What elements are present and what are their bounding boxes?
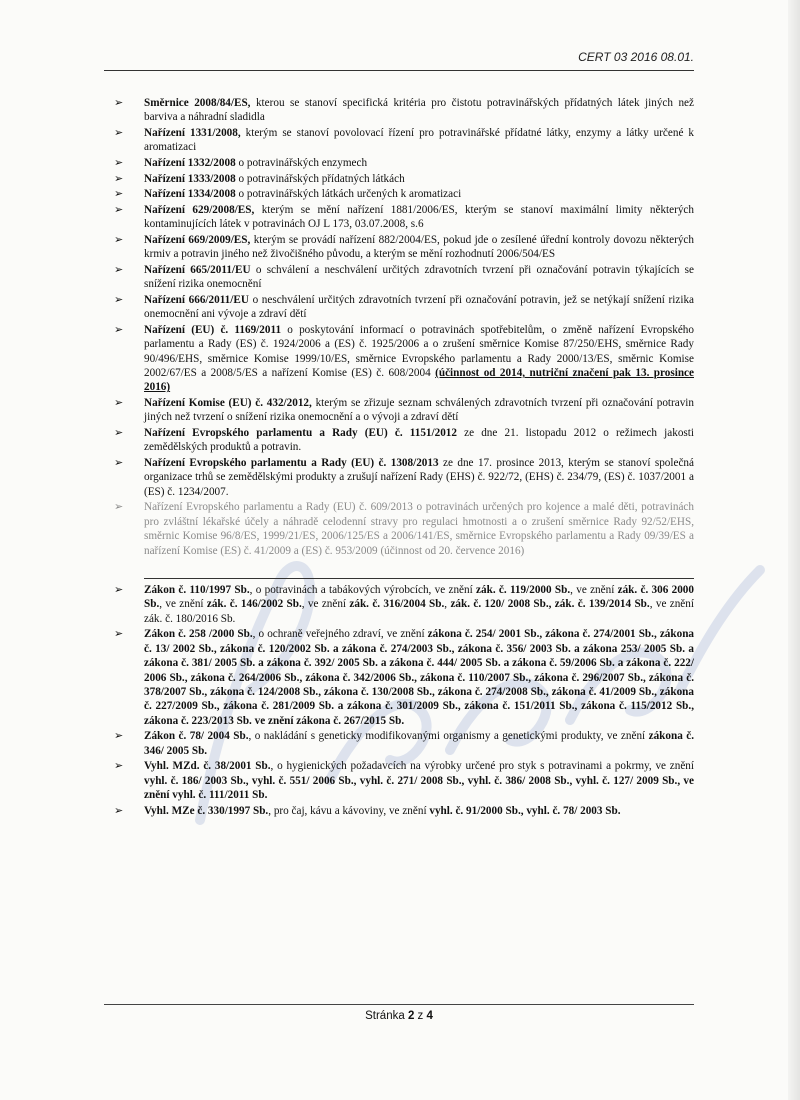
- legislation-item: [114, 396, 694, 425]
- legislation-title: Nařízení Evropského parlamentu a Rady (EU) č. 1151/2012: [144, 427, 457, 439]
- legislation-item: [114, 156, 694, 170]
- bullet-arrow-icon: ➢: [114, 396, 124, 409]
- legislation-text: kterým se mění nařízení 1881/2006/ES, kterým se stanoví maximální limity některých kontaminujících látek v potravinách OJ L 173, 03.07.2008, s.6: [144, 203, 694, 231]
- legislation-item: [114, 126, 694, 155]
- legislation-title: zák. č. 306 2000 Sb.: [144, 584, 694, 611]
- legislation-title: Nařízení (EU) č. 1169/2011: [144, 323, 282, 336]
- legislation-text: ze dne 21. listopadu 2012 o režimech jakosti zemědělských produktů a potravin.: [144, 427, 694, 454]
- bullet-arrow-icon: ➢: [114, 262, 124, 276]
- legislation-title: Nařízení Komise (EU) č. 432/2012,: [144, 397, 312, 409]
- page-total: 4: [426, 1010, 433, 1022]
- bullet-arrow-icon: ➢: [114, 426, 124, 439]
- legislation-item: [114, 187, 694, 201]
- page-label: Stránka: [365, 1010, 408, 1022]
- legislation-title: zákona č. 346/ 2005 Sb.: [144, 730, 694, 757]
- bullet-arrow-icon: ➢: [114, 187, 124, 201]
- legislation-text: , ve znění: [570, 584, 618, 597]
- legislation-item: [114, 627, 694, 728]
- bullet-arrow-icon: ➢: [114, 627, 124, 641]
- legislation-text: kterou se stanoví specifická kritéria pro čistotu potravinářských přídatných látek jiných než barviva a náhradní sladidla: [144, 97, 694, 124]
- footer-divider: [104, 1004, 694, 1005]
- legislation-title: vyhl. č. 186/ 2003 Sb., vyhl. č. 551/ 2006 Sb., vyhl. č. 271/ 2008 Sb., vyhl. č. 386/ 2008 Sb., vyhl. č. 127/ 2009 Sb., ve znění vyhl. č. 111/2011 Sb.: [144, 774, 694, 802]
- legislation-item: [114, 293, 694, 322]
- legislation-text: Nařízení Evropského parlamentu a Rady (EU) č. 609/2013 o potravinách určených pro kojence a malé děti, potravinách pro zvláštní lékařské účely a náhradě celodenní stravy pro regulaci hmotnosti a o zrušení směrnice Rady 92/52/EHS, směrnic Komise 96/8/ES, 1999/21/ES, 2006/125/ES a 2006/141/ES, směrnice Evropského parlamentu a Rady 09/39/ES a nařízení Komise (ES) č. 41/2009 a (ES) č. 953/2009 (účinnost od 20. července 2016): [144, 501, 694, 557]
- legislation-text: , ve znění: [159, 598, 207, 611]
- legislation-item: [114, 233, 694, 262]
- legislation-text: kterým se zřizuje seznam schválených zdravotních tvrzení při označování potravin jiných než tvrzení o snížení rizika onemocnění a o vývoji a zdraví dětí: [144, 397, 695, 424]
- legislation-text: kterým se stanoví povolovací řízení pro potravinářské přídatné látky, enzymy a látky určené k aromatizaci: [144, 127, 694, 154]
- bullet-arrow-icon: ➢: [114, 803, 124, 817]
- legislation-item: [114, 456, 694, 499]
- bullet-arrow-icon: ➢: [114, 171, 124, 185]
- legislation-title: zák. č. 146/2002 Sb.: [206, 598, 302, 611]
- page-current: 2: [407, 1010, 415, 1022]
- legislation-item: [114, 426, 694, 455]
- legislation-text: o potravinářských enzymech: [235, 157, 368, 169]
- legislation-title: zák. č. 120/ 2008 Sb., zák. č. 139/2014 Sb.: [450, 598, 650, 611]
- bullet-arrow-icon: ➢: [114, 322, 124, 336]
- bullet-arrow-icon: ➢: [114, 232, 124, 246]
- document-code: CERT 03 2016 08.01.: [578, 50, 694, 64]
- bullet-arrow-icon: ➢: [114, 583, 124, 597]
- legislation-item: [114, 729, 694, 758]
- legislation-text: , o potravinách a tabákových výrobcích, ve znění: [249, 584, 477, 597]
- legislation-title: Vyhl. MZe č. 330/1997 Sb.: [144, 804, 269, 817]
- legislation-title: Nařízení 629/2008/ES,: [144, 203, 255, 216]
- legislation-title: Nařízení 1332/2008: [144, 157, 236, 169]
- legislation-title: Zákon č. 78/ 2004 Sb.: [144, 730, 249, 743]
- legislation-title: Zákon č. 258 /2000 Sb.: [144, 628, 253, 641]
- legislation-title: vyhl. č. 91/2000 Sb., vyhl. č. 78/ 2003 Sb.: [429, 804, 621, 817]
- bullet-arrow-icon: ➢: [114, 500, 124, 514]
- header-divider: [104, 70, 694, 71]
- legislation-title: Nařízení 1331/2008,: [144, 127, 241, 139]
- legislation-title: Nařízení 1334/2008: [144, 188, 236, 201]
- bullet-arrow-icon: ➢: [114, 759, 124, 773]
- legislation-title: Nařízení 1333/2008: [144, 172, 236, 185]
- legislation-title: Nařízení 665/2011/EU: [144, 263, 251, 276]
- legislation-text: , pro čaj, kávu a kávoviny, ve znění: [268, 804, 430, 817]
- legislation-text: (účinnost od 2014, nutriční značení pak 13. prosince 2016): [144, 367, 694, 394]
- legislation-item: [114, 96, 694, 125]
- legislation-text: , o ochraně veřejného zdraví, ve znění: [252, 628, 428, 641]
- bullet-arrow-icon: ➢: [114, 202, 124, 216]
- legislation-title: Nařízení Evropského parlamentu a Rady (EU) č. 1308/2013: [144, 457, 439, 469]
- legislation-text: o neschválení určitých zdravotních tvrzení při označování potravin, jež se netýkají snížení rizika onemocnění ani vývoje a zdraví dětí: [144, 293, 694, 321]
- legislation-item: [114, 804, 694, 818]
- legislation-item: [114, 203, 694, 232]
- bullet-arrow-icon: ➢: [114, 96, 124, 109]
- scan-edge-shadow: [788, 0, 800, 1100]
- legislation-title: Nařízení 666/2011/EU: [144, 293, 249, 306]
- legislation-text: o potravinářských látkách určených k aromatizaci: [235, 188, 462, 201]
- bullet-arrow-icon: ➢: [114, 729, 124, 743]
- page-sep: z: [414, 1010, 427, 1022]
- bullet-arrow-icon: ➢: [114, 126, 124, 139]
- legislation-text: ,: [444, 598, 451, 611]
- legislation-text: , ve znění zák. č. 180/2016 Sb.: [144, 598, 694, 625]
- legislation-text: o schválení a neschválení určitých zdravotních tvrzení při označování potravin týkajících se snížení rizika onemocnění: [144, 263, 694, 291]
- legislation-text: o potravinářských přídatných látkách: [235, 172, 405, 185]
- section-divider: [144, 578, 694, 579]
- legislation-title: Zákon č. 110/1997 Sb.: [144, 584, 250, 597]
- legislation-item: [114, 583, 694, 626]
- legislation-text: , ve znění: [301, 598, 350, 611]
- legislation-text: , o hygienických požadavcích na výrobky určené pro styk s potravinami a pokrmy, ve znění: [270, 760, 694, 773]
- legislation-text: o poskytování informací o potravinách spotřebitelům, o změně nařízení Evropského parlamentu a Rady (ES) č. 1924/2006 a (ES) č. 1925/2006 a o zrušení směrnice Komise 87/250/EHS, směrnice Rady 90/496/EHS, směrnice Komise 1999/10/ES, směrnice Evropského parlamentu a Rady 2000/13/ES, směrnic Komise 2002/67/ES a 2008/5/ES a nařízení Komise (ES) č. 608/2004: [144, 323, 694, 379]
- legislation-item: [114, 263, 694, 292]
- legislation-title: zákona č. 254/ 2001 Sb., zákona č. 274/2001 Sb., zákona č. 13/ 2002 Sb., zákona č. 120/2002 Sb. a zákona č. 274/2003 Sb., zákona č. 356/ 2003 Sb. a zákona 253/ 2005 Sb. a zákona č. 381/ 2005 Sb. a zákona č. 392/ 2005 Sb. a zákona č. 444/ 2005 Sb. a zákona č. 59/2006 Sb. a zákona č. 222/ 2006 Sb., zákona č. 264/2006 Sb., zákona č. 342/2006 Sb., zákona č. 110/2007 Sb., zákona č. 296/2007 Sb., zákona č. 378/2007 Sb., zákona č. 124/2008 Sb., zákona č. 130/2008 Sb., zákona č. 274/2008 Sb., zákona č. 41/2009 Sb., zákona č. 227/2009 Sb., zákona č. 281/2009 Sb. a zákona č. 301/2009 Sb., zákona č. 151/2011 Sb., zákona č. 115/2012 Sb., zákona č. 223/2013 Sb. ve znění zákona č. 267/2015 Sb.: [144, 628, 695, 727]
- legislation-list: [114, 96, 694, 819]
- legislation-item: [114, 759, 694, 802]
- legislation-item: [114, 172, 694, 186]
- bullet-arrow-icon: ➢: [114, 456, 124, 469]
- legislation-text: kterým se provádí nařízení 882/2004/ES, pokud jde o zesílené úřední kontroly dovozu některých krmiv a potravin jiného než živočišného původu, a kterým se mění rozhodnutí 2006/504/ES: [144, 233, 694, 261]
- page-number: [104, 1010, 694, 1022]
- legislation-text: ze dne 17. prosince 2013, kterým se stanoví společná organizace trhů se zemědělskými produkty a zrušují nařízení Rady (EHS) č. 922/72, (EHS) č. 234/79, (ES) č. 1037/2001 a (ES) č. 1234/2007.: [144, 457, 694, 498]
- legislation-item: [114, 323, 694, 395]
- legislation-item: [114, 500, 694, 558]
- eu-legislation-section: [114, 96, 694, 558]
- legislation-title: Vyhl. MZd. č. 38/2001 Sb.: [144, 760, 271, 773]
- legislation-title: zák. č. 119/2000 Sb.: [476, 584, 571, 597]
- legislation-title: Nařízení 669/2009/ES,: [144, 233, 251, 246]
- bullet-arrow-icon: ➢: [114, 156, 124, 169]
- bullet-arrow-icon: ➢: [114, 292, 124, 306]
- legislation-text: , o nakládání s geneticky modifikovanými organismy a genetickými produkty, ve znění: [248, 730, 649, 743]
- legislation-title: Směrnice 2008/84/ES,: [144, 97, 251, 109]
- legislation-title: zák. č. 316/2004 Sb.: [349, 598, 445, 611]
- czech-legislation-section: [114, 583, 694, 818]
